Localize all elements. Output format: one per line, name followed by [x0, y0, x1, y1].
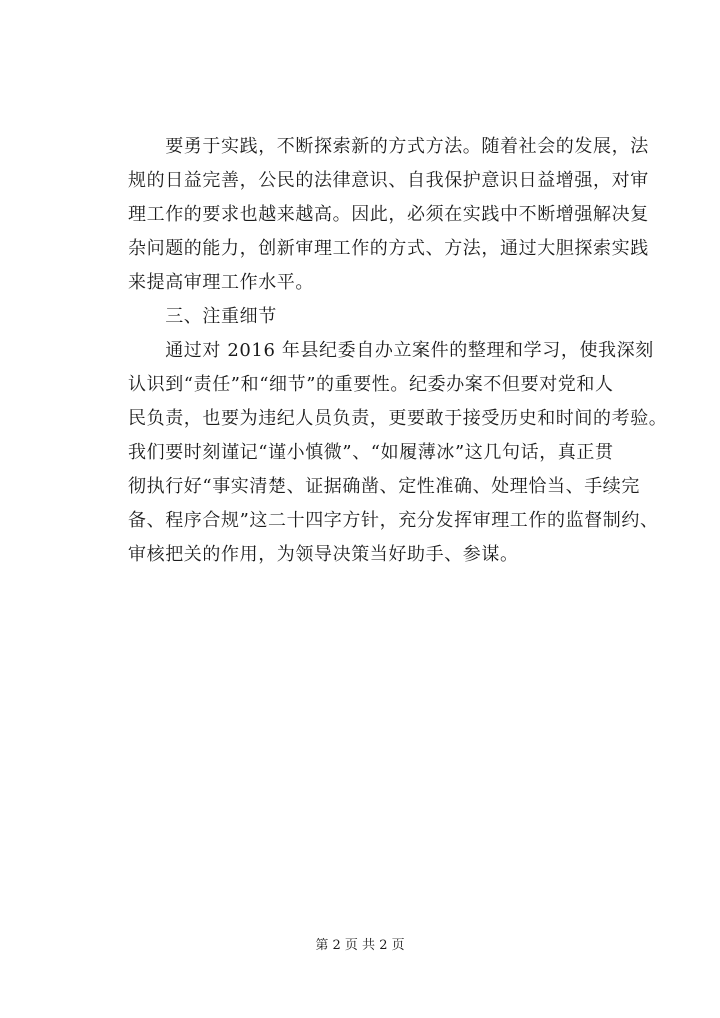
text-line: 认识到“责任”和“细节”的重要性。纪委办案不但要对党和人	[128, 374, 614, 395]
document-body	[128, 130, 668, 572]
text-line: 民负责，也要为违纪人员负责，更要敢于接受历史和时间的考验。	[128, 408, 668, 429]
text-line: 理工作的要求也越来越高。因此，必须在实践中不断增强解决复	[128, 204, 649, 225]
text-line: 审核把关的作用，为领导决策当好助手、参谋。	[128, 544, 519, 565]
text-line: 彻执行好“事实清楚、证据确凿、定性准确、处理恰当、手续完	[128, 476, 640, 497]
section-heading: 三、注重细节	[128, 306, 277, 327]
page-number-footer: 第 2 页 共 2 页	[315, 938, 405, 953]
text-line: 来提高审理工作水平。	[128, 272, 314, 293]
text-line: 备、程序合规”这二十四字方针，充分发挥审理工作的监督制约、	[128, 510, 659, 531]
text-line: 规的日益完善，公民的法律意识、自我保护意识日益增强，对审	[128, 170, 649, 191]
text-line: 通过对 2016 年县纪委自办立案件的整理和学习，使我深刻	[128, 340, 654, 361]
text-line: 我们要时刻谨记“谨小慎微”、“如履薄冰”这几句话，真正贯	[128, 442, 614, 463]
text-line: 杂问题的能力，创新审理工作的方式、方法，通过大胆探索实践	[128, 238, 649, 259]
text-line: 要勇于实践，不断探索新的方式方法。随着社会的发展，法	[128, 136, 649, 157]
